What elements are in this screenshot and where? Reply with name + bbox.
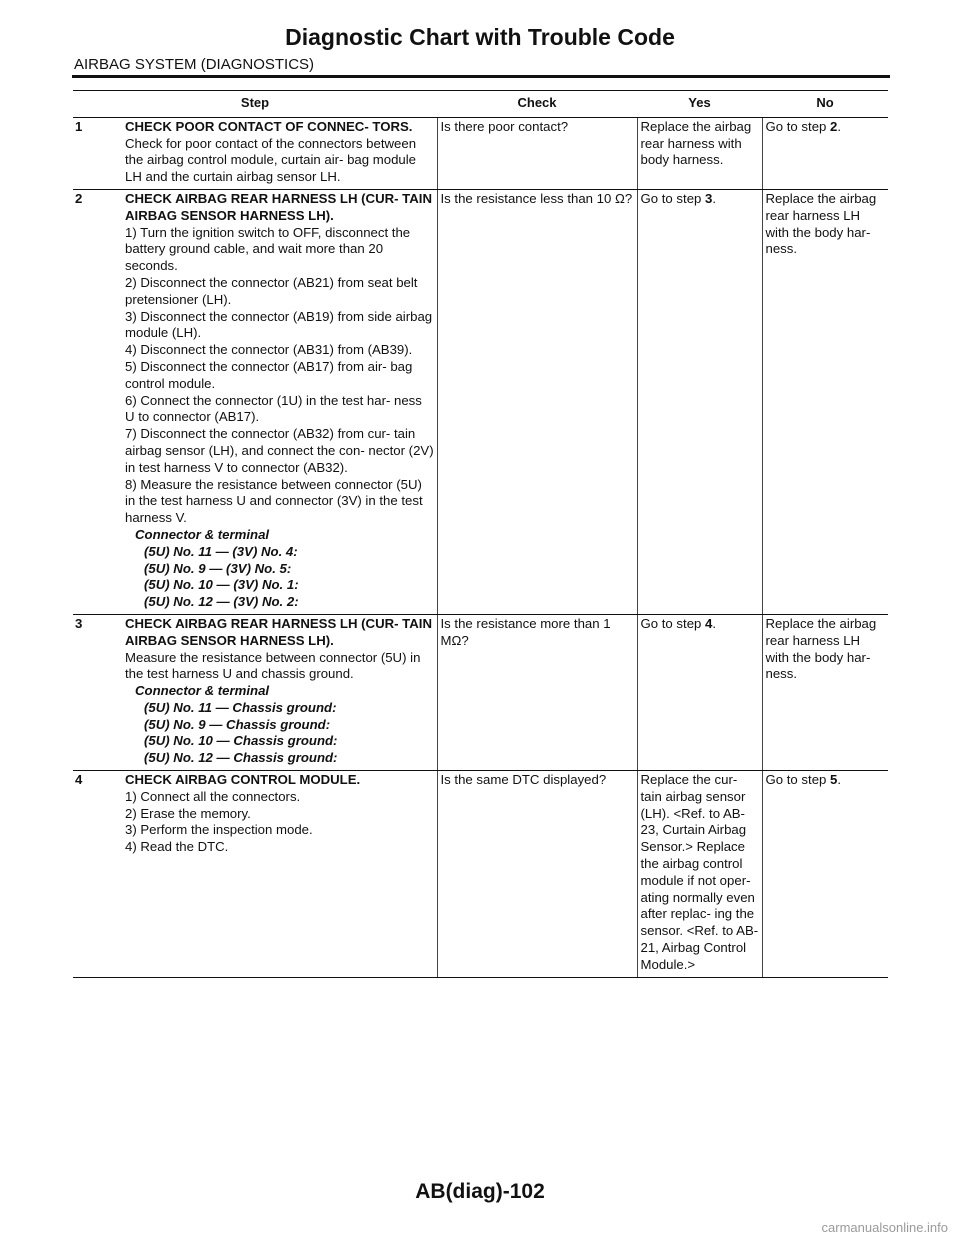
step-text: 2) Disconnect the connector (AB21) from seat belt pretensioner (LH). xyxy=(125,274,418,307)
column-header-step: Step xyxy=(73,91,437,118)
step-description xyxy=(125,614,437,770)
check-cell: Is the resistance more than 1 MΩ? xyxy=(437,614,637,770)
step-text: 2) Erase the memory. xyxy=(125,805,251,821)
connector-terminal-item: (5U) No. 12 — Chassis ground: xyxy=(144,750,338,766)
section-title: AIRBAG SYSTEM (DIAGNOSTICS) xyxy=(74,56,315,73)
yes-suffix: . xyxy=(712,190,717,206)
table-header-row xyxy=(73,91,888,118)
no-text: Go to step xyxy=(765,772,831,788)
yes-cell: Replace the cur- tain airbag sensor (LH). <Ref. to AB- 23, Curtain Airbag Sensor.> Replace the airbag control module if not oper- ating normally even after replac- ing the sensor. <Ref. to AB-21, Airbag Control Module.> xyxy=(637,771,762,978)
step-description xyxy=(125,771,437,978)
connector-terminal-item: (5U) No. 10 — (3V) No. 1: xyxy=(144,577,299,593)
step-reference: 5 xyxy=(830,772,838,788)
watermark: carmanualsonline.info xyxy=(821,1220,948,1235)
no-cell: Replace the airbag rear harness LH with the body har- ness. xyxy=(762,189,888,614)
step-text: 6) Connect the connector (1U) in the test har- ness U to connector (AB17). xyxy=(125,392,422,425)
check-cell: Is there poor contact? xyxy=(437,117,637,189)
step-text: 4) Read the DTC. xyxy=(125,839,229,855)
connector-terminal-item: (5U) No. 11 — (3V) No. 4: xyxy=(144,543,298,559)
no-suffix: . xyxy=(837,118,842,134)
step-reference: 2 xyxy=(830,118,838,134)
yes-text: Go to step xyxy=(640,190,706,206)
page-title: Diagnostic Chart with Trouble Code xyxy=(285,24,675,50)
yes-cell xyxy=(637,189,762,614)
step-text: 5) Disconnect the connector (AB17) from air- bag control module. xyxy=(125,358,413,391)
step-text: 8) Measure the resistance between connector (5U) in the test harness U and connector (3V) in the test harness V. xyxy=(125,476,423,526)
connector-terminal-heading: Connector & terminal xyxy=(135,683,270,699)
diagnostic-table xyxy=(73,90,888,978)
step-number: 4 xyxy=(73,771,125,978)
connector-terminal-item: (5U) No. 10 — Chassis ground: xyxy=(144,733,338,749)
step-text: 1) Turn the ignition switch to OFF, disconnect the battery ground cable, and wait more than 20 seconds. xyxy=(125,224,411,274)
no-cell: Replace the airbag rear harness LH with the body har- ness. xyxy=(762,614,888,770)
connector-terminal-item: (5U) No. 12 — (3V) No. 2: xyxy=(144,594,299,610)
step-text: Check for poor contact of the connectors between the airbag control module, curtain air- bag module LH and the curtain airbag sensor LH. xyxy=(125,135,417,185)
column-header-check: Check xyxy=(437,91,637,118)
yes-cell: Replace the airbag rear harness with body harness. xyxy=(637,117,762,189)
connector-terminal-item: (5U) No. 9 — Chassis ground: xyxy=(144,716,331,732)
check-cell: Is the resistance less than 10 Ω? xyxy=(437,189,637,614)
no-cell xyxy=(762,117,888,189)
step-reference: 3 xyxy=(705,190,713,206)
step-title: CHECK POOR CONTACT OF CONNEC- TORS. xyxy=(125,118,413,134)
column-header-no: No xyxy=(762,91,888,118)
check-cell: Is the same DTC displayed? xyxy=(437,771,637,978)
step-number: 2 xyxy=(73,189,125,614)
yes-suffix: . xyxy=(712,615,717,631)
no-text: Go to step xyxy=(765,118,831,134)
step-title: CHECK AIRBAG CONTROL MODULE. xyxy=(125,772,361,788)
step-text: Measure the resistance between connector (5U) in the test harness U and chassis ground. xyxy=(125,649,421,682)
step-title: CHECK AIRBAG REAR HARNESS LH (CUR- TAIN AIRBAG SENSOR HARNESS LH). xyxy=(125,615,432,648)
step-text: 3) Perform the inspection mode. xyxy=(125,822,313,838)
table-row xyxy=(73,771,888,978)
yes-text: Go to step xyxy=(640,615,706,631)
table-row xyxy=(73,117,888,189)
table-row xyxy=(73,614,888,770)
table-row xyxy=(73,189,888,614)
header-rule xyxy=(72,75,890,78)
connector-terminal-heading: Connector & terminal xyxy=(135,526,270,542)
step-text: 4) Disconnect the connector (AB31) from (AB39). xyxy=(125,342,413,358)
step-text: 7) Disconnect the connector (AB32) from cur- tain airbag sensor (LH), and connect the con- nector (2V) in test harness V to connector (AB32). xyxy=(125,426,434,475)
column-header-yes: Yes xyxy=(637,91,762,118)
page-number: AB(diag)-102 xyxy=(415,1180,545,1203)
yes-cell xyxy=(637,614,762,770)
connector-terminal-item: (5U) No. 9 — (3V) No. 5: xyxy=(144,560,292,576)
step-title: CHECK AIRBAG REAR HARNESS LH (CUR- TAIN AIRBAG SENSOR HARNESS LH). xyxy=(125,190,432,223)
no-cell xyxy=(762,771,888,978)
step-reference: 4 xyxy=(705,615,713,631)
connector-terminal-item: (5U) No. 11 — Chassis ground: xyxy=(144,699,337,715)
step-number: 1 xyxy=(73,117,125,189)
step-text: 1) Connect all the connectors. xyxy=(125,788,301,804)
no-suffix: . xyxy=(837,772,842,788)
step-description xyxy=(125,117,437,189)
step-number: 3 xyxy=(73,614,125,770)
step-text: 3) Disconnect the connector (AB19) from side airbag module (LH). xyxy=(125,308,433,341)
step-description xyxy=(125,189,437,614)
